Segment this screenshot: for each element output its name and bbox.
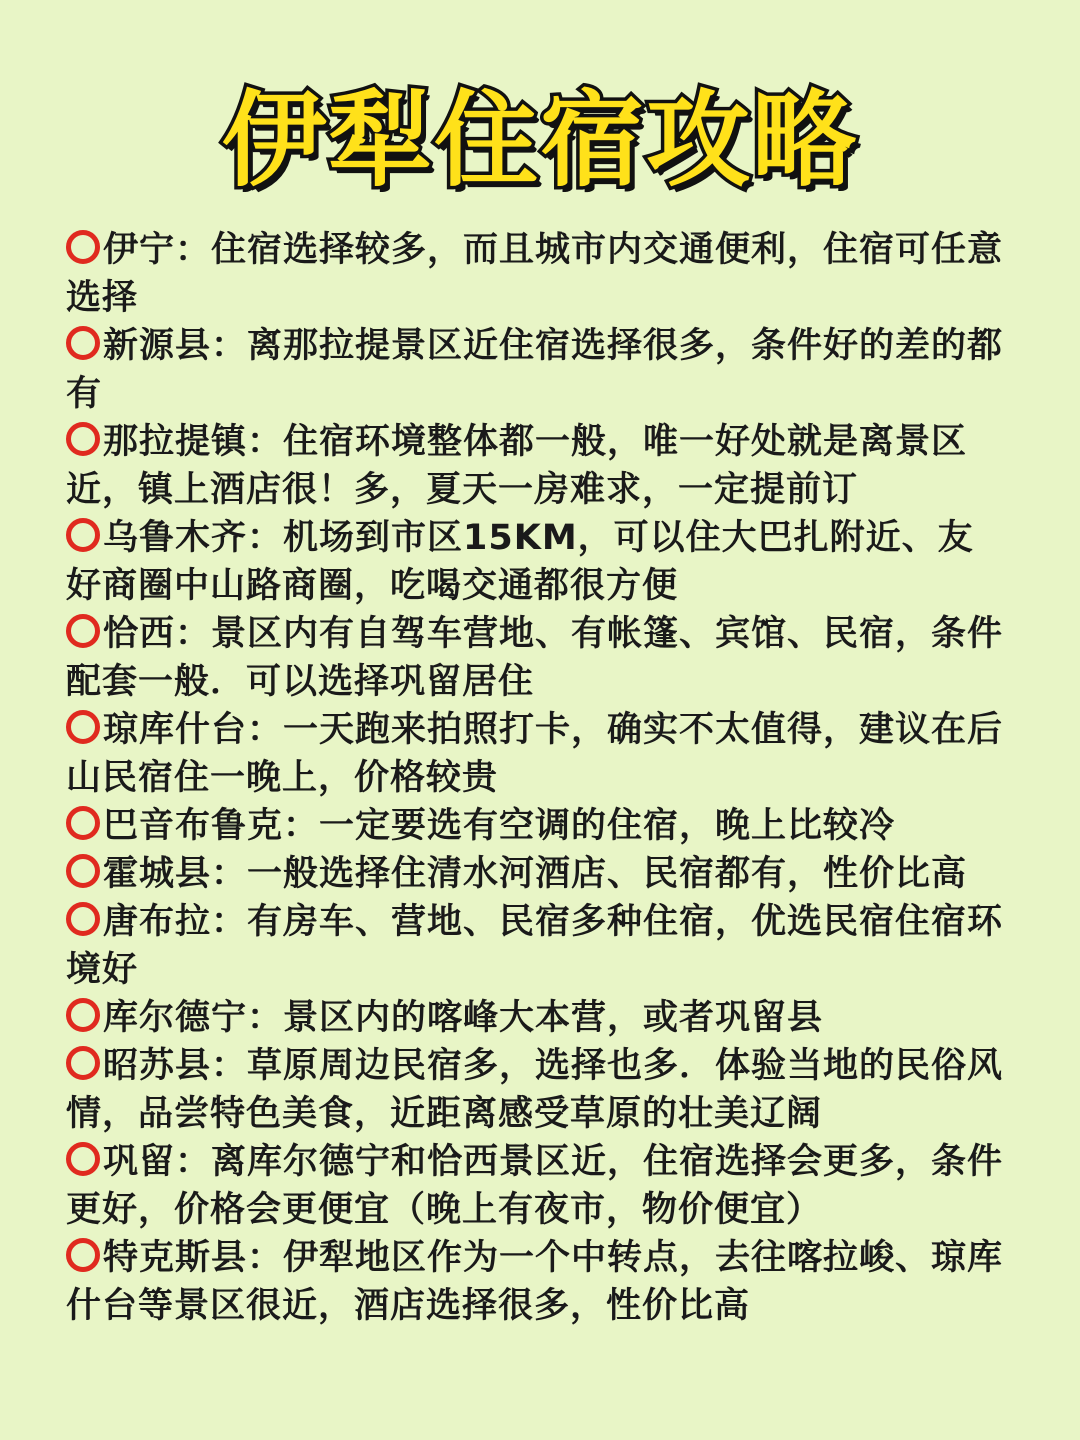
red-circle-icon [66,998,100,1032]
red-circle-icon [66,854,100,888]
list-item [66,322,1006,418]
list-item-text: 乌鲁木齐：机场到市区15KM，可以住大巴扎附近、友好商圈中山路商圈，吃喝交通都很方便 [66,518,974,606]
list-item-text: 昭苏县：草原周边民宿多，选择也多．体验当地的民俗风情，品尝特色美食，近距离感受草原的壮美辽阔 [66,1046,1004,1134]
list-item [66,418,1006,514]
red-circle-icon [66,710,100,744]
red-circle-icon [66,326,100,360]
list-item [66,850,1006,898]
list-item [66,898,1006,994]
list-item-text: 恰西：景区内有自驾车营地、有帐篷、宾馆、民宿，条件配套一般．可以选择巩留居住 [66,614,1004,702]
red-circle-icon [66,1142,100,1176]
list-item [66,610,1006,706]
list-item [66,706,1006,802]
list-item-text: 巩留：离库尔德宁和恰西景区近，住宿选择会更多，条件更好，价格会更便宜（晚上有夜市，物价便宜） [66,1142,1004,1230]
list-item-text: 库尔德宁：景区内的喀峰大本营，或者巩留县 [103,998,824,1038]
list-item-text: 特克斯县：伊犁地区作为一个中转点，去往喀拉峻、琼库什台等景区很近，酒店选择很多，性价比高 [66,1238,1004,1326]
list-item [66,1042,1006,1138]
red-circle-icon [66,1046,100,1080]
red-circle-icon [66,614,100,648]
red-circle-icon [66,230,100,264]
red-circle-icon [66,1238,100,1272]
accommodation-list [66,226,1006,1330]
list-item [66,1138,1006,1234]
red-circle-icon [66,518,100,552]
list-item [66,994,1006,1042]
list-item-text: 那拉提镇：住宿环境整体都一般，唯一好处就是离景区近，镇上酒店很！多，夏天一房难求，一定提前订 [66,422,968,510]
list-item [66,514,1006,610]
list-item [66,226,1006,322]
page-title: 伊犁住宿攻略 [221,79,858,201]
list-item-text: 伊宁：住宿选择较多，而且城市内交通便利，住宿可任意选择 [66,230,1004,318]
red-circle-icon [66,806,100,840]
list-item-text: 霍城县：一般选择住清水河酒店、民宿都有，性价比高 [103,854,968,894]
list-item-text: 新源县：离那拉提景区近住宿选择很多，条件好的差的都有 [66,326,1004,414]
list-item-text: 琼库什台：一天跑来拍照打卡，确实不太值得，建议在后山民宿住一晚上，价格较贵 [66,710,1004,798]
list-item [66,1234,1006,1330]
list-item [66,802,1006,850]
list-item-text: 巴音布鲁克：一定要选有空调的住宿，晚上比较冷 [103,806,896,846]
red-circle-icon [66,902,100,936]
red-circle-icon [66,422,100,456]
list-item-text: 唐布拉：有房车、营地、民宿多种住宿，优选民宿住宿环境好 [66,902,1004,990]
